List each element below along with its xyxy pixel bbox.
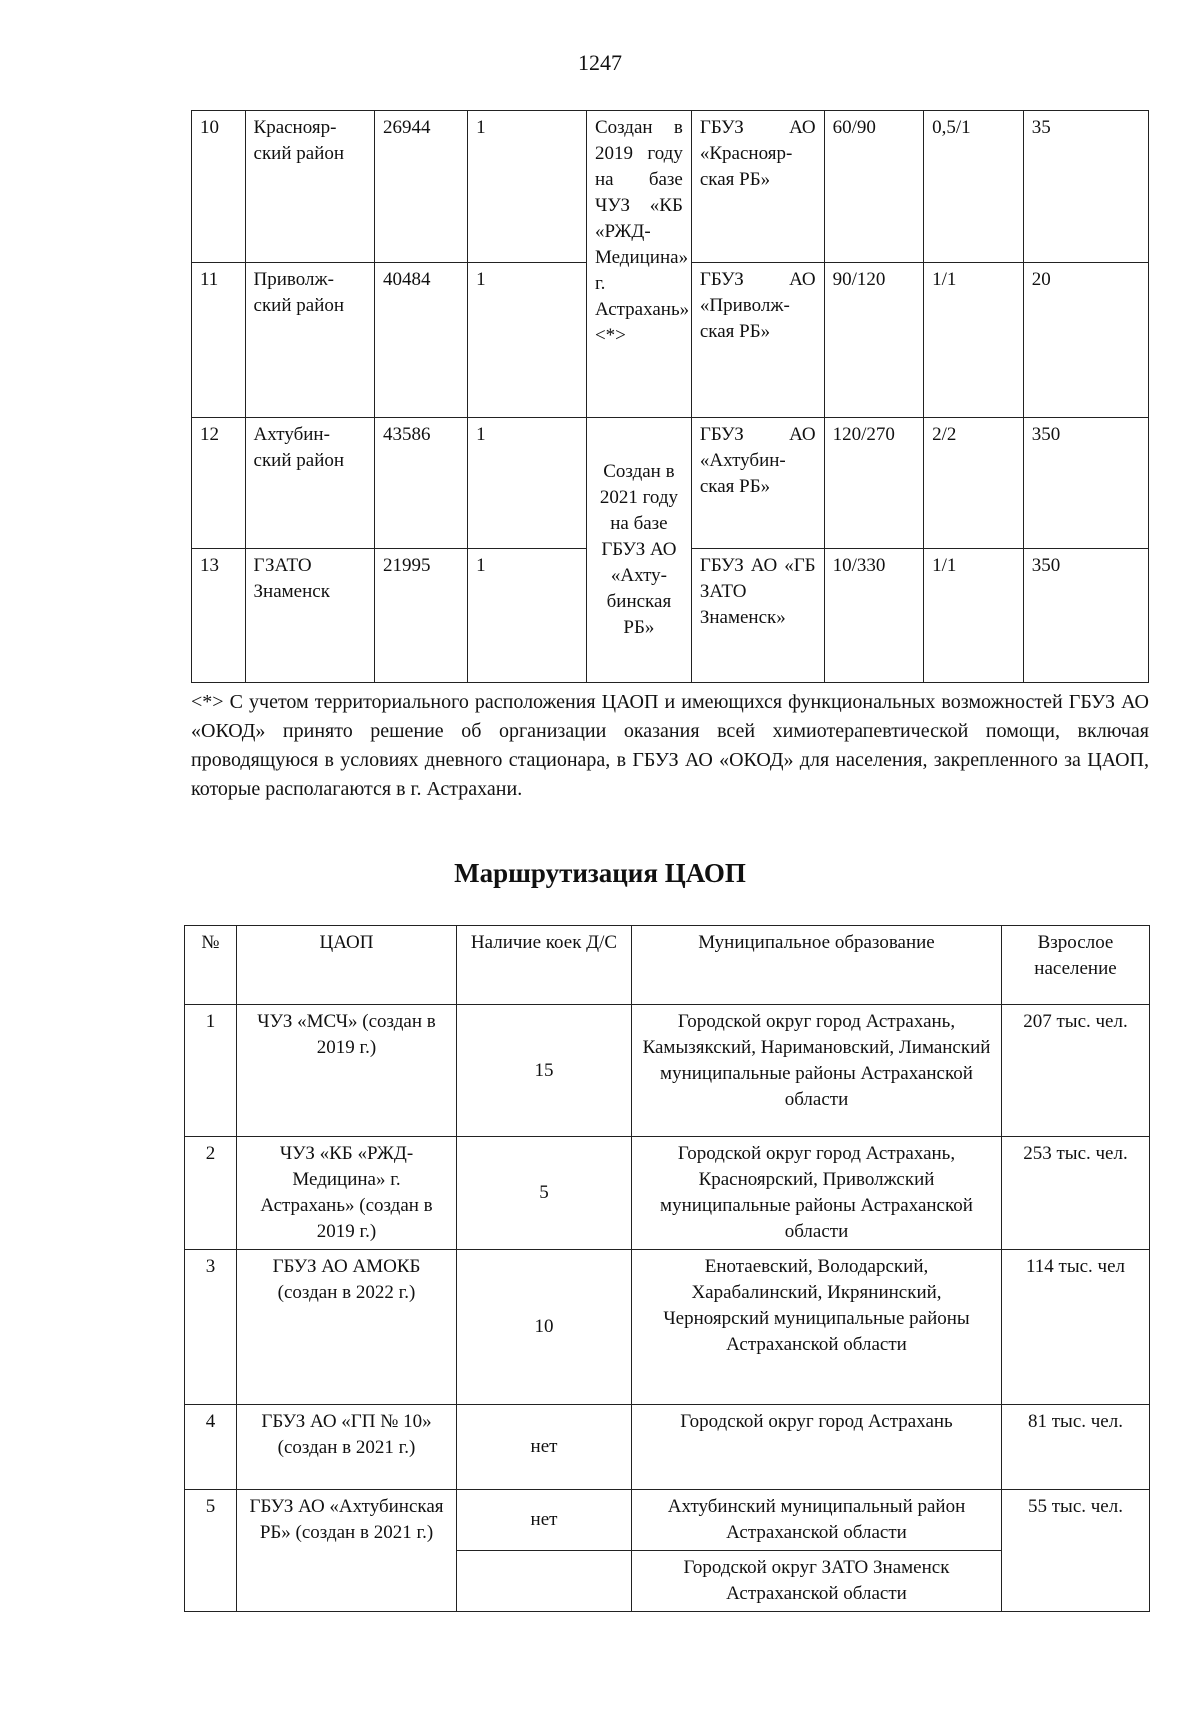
row-number: 11 bbox=[192, 263, 246, 418]
clinic-cell: ГБУЗ АО «ГБ ЗАТО Знаменск» bbox=[691, 549, 824, 683]
ratio-cell: 90/120 bbox=[824, 263, 924, 418]
section-title: Маршрутизация ЦАОП bbox=[454, 858, 746, 888]
clinic-cell: ГБУЗ АО «Краснояр-ская РБ» bbox=[691, 111, 824, 263]
table-row bbox=[185, 1250, 1150, 1405]
population-cell: 26944 bbox=[375, 111, 468, 263]
value-cell: 20 bbox=[1023, 263, 1148, 418]
beds-cell: 10 bbox=[457, 1250, 632, 1405]
table-row bbox=[185, 1005, 1150, 1137]
population-cell: 40484 bbox=[375, 263, 468, 418]
center-cell: ГБУЗ АО «Ахтубинская РБ» (создан в 2021 г.) bbox=[237, 1490, 457, 1612]
adults-cell: 81 тыс. чел. bbox=[1002, 1405, 1150, 1490]
rate-cell: 1/1 bbox=[924, 549, 1024, 683]
count-cell: 1 bbox=[468, 549, 587, 683]
district-cell: Ахтубин-ский район bbox=[245, 418, 375, 549]
center-cell: ГБУЗ АО АМОКБ (создан в 2022 г.) bbox=[237, 1250, 457, 1405]
municipality-cell: Городской округ город Астрахань bbox=[632, 1405, 1002, 1490]
row-number: 4 bbox=[185, 1405, 237, 1490]
header-center: ЦАОП bbox=[237, 926, 457, 1005]
adults-cell: 55 тыс. чел. bbox=[1002, 1490, 1150, 1612]
footnote: <*> С учетом территориального расположения ЦАОП и имеющихся функциональных возможностей ГБУЗ АО «ОКОД» принято решение об организации оказания всей химиотерапевтической помощи, включая проводящуюся в условиях дневного стационара, в ГБУЗ АО «ОКОД» для населения, закрепленного за ЦАОП, которые располагаются в г. Астрахани. bbox=[191, 691, 1149, 800]
beds-cell: 5 bbox=[457, 1137, 632, 1250]
header-municipality: Муниципальное образование bbox=[632, 926, 1002, 1005]
clinic-cell: ГБУЗ АО «Ахтубин-ская РБ» bbox=[691, 418, 824, 549]
beds-cell: нет bbox=[457, 1405, 632, 1490]
table-row bbox=[185, 1490, 1150, 1551]
count-cell: 1 bbox=[468, 111, 587, 263]
row-number: 5 bbox=[185, 1490, 237, 1612]
count-cell: 1 bbox=[468, 418, 587, 549]
header-adults: Взрослое население bbox=[1002, 926, 1150, 1005]
table-row bbox=[185, 1405, 1150, 1490]
adults-cell: 114 тыс. чел bbox=[1002, 1250, 1150, 1405]
municipality-cell: Енотаевский, Володарский, Харабалинский, Икрянинский, Черноярский муниципальные районы Астраханской области bbox=[632, 1250, 1002, 1405]
row-number: 1 bbox=[185, 1005, 237, 1137]
header-num: № bbox=[185, 926, 237, 1005]
center-cell: ГБУЗ АО «ГП № 10» (создан в 2021 г.) bbox=[237, 1405, 457, 1490]
routing-table bbox=[184, 925, 1150, 1612]
table-row bbox=[185, 1137, 1150, 1250]
ratio-cell: 10/330 bbox=[824, 549, 924, 683]
adults-cell: 207 тыс. чел. bbox=[1002, 1005, 1150, 1137]
municipality-cell: Городской округ город Астрахань, Камызякский, Наримановский, Лиманский муниципальные районы Астраханской области bbox=[632, 1005, 1002, 1137]
beds-cell-empty bbox=[457, 1551, 632, 1612]
page-number: 1247 bbox=[578, 50, 622, 75]
center-cell: Создан в 2021 году на базе ГБУЗ АО «Ахту-бинская РБ» bbox=[586, 418, 691, 683]
count-cell: 1 bbox=[468, 263, 587, 418]
table-header-row bbox=[185, 926, 1150, 1005]
adults-cell: 253 тыс. чел. bbox=[1002, 1137, 1150, 1250]
capacity-table bbox=[191, 110, 1149, 683]
table-row bbox=[192, 418, 1149, 549]
row-number: 3 bbox=[185, 1250, 237, 1405]
center-cell: ЧУЗ «МСЧ» (создан в 2019 г.) bbox=[237, 1005, 457, 1137]
population-cell: 43586 bbox=[375, 418, 468, 549]
clinic-cell: ГБУЗ АО «Приволж-ская РБ» bbox=[691, 263, 824, 418]
beds-cell: нет bbox=[457, 1490, 632, 1551]
population-cell: 21995 bbox=[375, 549, 468, 683]
row-number: 10 bbox=[192, 111, 246, 263]
value-cell: 350 bbox=[1023, 418, 1148, 549]
municipality-cell: Городской округ ЗАТО Знаменск Астраханской области bbox=[632, 1551, 1002, 1612]
beds-cell: 15 bbox=[457, 1005, 632, 1137]
district-cell: ГЗАТО Знаменск bbox=[245, 549, 375, 683]
center-cell: ЧУЗ «КБ «РЖД-Медицина» г. Астрахань» (создан в 2019 г.) bbox=[237, 1137, 457, 1250]
header-beds: Наличие коек Д/С bbox=[457, 926, 632, 1005]
rate-cell: 0,5/1 bbox=[924, 111, 1024, 263]
ratio-cell: 60/90 bbox=[824, 111, 924, 263]
row-number: 2 bbox=[185, 1137, 237, 1250]
rate-cell: 2/2 bbox=[924, 418, 1024, 549]
value-cell: 35 bbox=[1023, 111, 1148, 263]
district-cell: Краснояр-ский район bbox=[245, 111, 375, 263]
ratio-cell: 120/270 bbox=[824, 418, 924, 549]
district-cell: Приволж-ский район bbox=[245, 263, 375, 418]
center-cell: Создан в 2019 году на базе ЧУЗ «КБ «РЖД-Медицина» г. Астрахань» <*> bbox=[586, 111, 691, 418]
municipality-cell: Ахтубинский муниципальный район Астраханской области bbox=[632, 1490, 1002, 1551]
row-number: 12 bbox=[192, 418, 246, 549]
municipality-cell: Городской округ город Астрахань, Красноярский, Приволжский муниципальные районы Астраханской области bbox=[632, 1137, 1002, 1250]
row-number: 13 bbox=[192, 549, 246, 683]
table-row bbox=[192, 111, 1149, 263]
rate-cell: 1/1 bbox=[924, 263, 1024, 418]
value-cell: 350 bbox=[1023, 549, 1148, 683]
